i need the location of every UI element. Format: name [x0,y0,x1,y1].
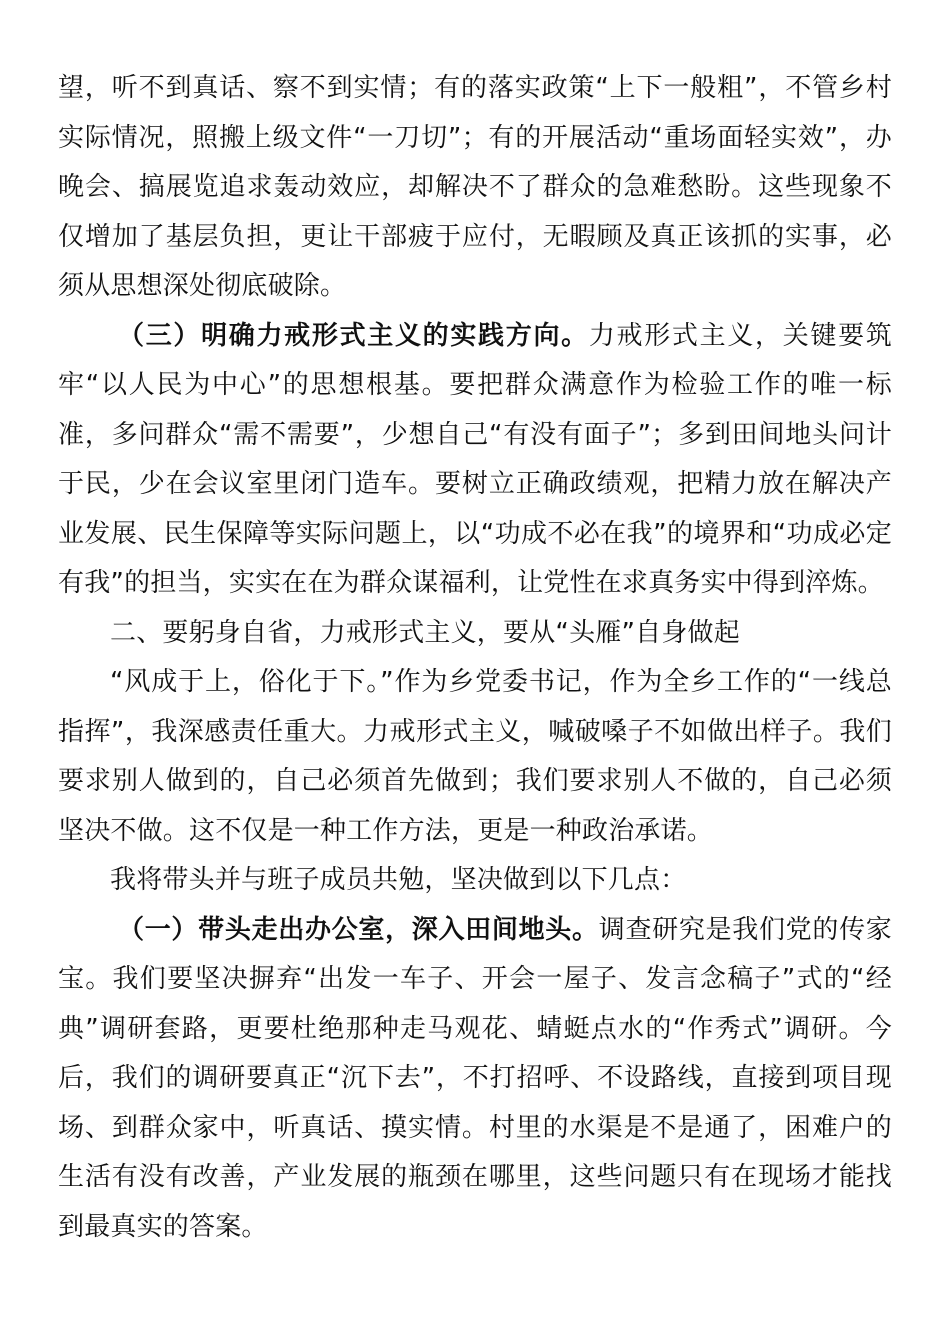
paragraph-continuation: 望，听不到真话、察不到实情；有的落实政策“上下一般粗”，不管乡村实际情况，照搬上级文件“一刀切”；有的开展活动“重场面轻实效”，办晚会、搞展览追求轰动效应，却解决不了群众的急难愁盼。这些现象不仅增加了基层负担，更让干部疲于应付，无暇顾及真正该抓的实事，必须从思想深处彻底破除。 [58,73,892,301]
paragraph-point-one [58,906,892,1253]
paragraph-commitment-intro: 我将带头并与班子成员共勉，坚决做到以下几点： [110,865,687,895]
paragraph-section-three [58,312,892,609]
chapter-two-heading: 二、要躬身自省，力戒形式主义，要从“头雁”自身做起 [110,617,740,648]
paragraph-leadership: “风成于上，俗化于下。”作为乡党委书记，作为全乡工作的“一线总指挥”，我深感责任重大。力戒形式主义，喊破嗓子不如做出样子。我们要求别人做到的，自己必须首先做到；我们要求别人不做的，自己必须坚决不做。这不仅是一种工作方法，更是一种政治承诺。 [58,667,892,846]
section-three-body: 力戒形式主义，关键要筑牢“以人民为中心”的思想根基。要把群众满意作为检验工作的唯一标准，多问群众“需不需要”，少想自己“有没有面子”；多到田间地头问计于民，少在会议室里闭门造车。要树立正确政绩观，把精力放在解决产业发展、民生保障等实际问题上，以“功成不必在我”的境界和“功成必定有我”的担当，实实在在为群众谋福利，让党性在求真务实中得到淬炼。 [58,320,893,598]
point-one-heading: （一）带头走出办公室，深入田间地头。 [118,914,599,945]
point-one-body: 调查研究是我们党的传家宝。我们要坚决摒弃“出发一车子、开会一屋子、发言念稿子”式的“经典”调研套路，更要杜绝那种走马观花、蜻蜓点水的“作秀式”调研。今后，我们的调研要真正“沉下去”，不打招呼、不设路线，直接到项目现场、到群众家中，听真话、摸实情。村里的水渠是不是通了，困难户的生活有没有改善，产业发展的瓶颈在哪里，这些问题只有在现场才能找到最真实的答案。 [58,914,893,1242]
document-page [58,64,892,1252]
section-three-heading: （三）明确力戒形式主义的实践方向。 [118,320,589,351]
